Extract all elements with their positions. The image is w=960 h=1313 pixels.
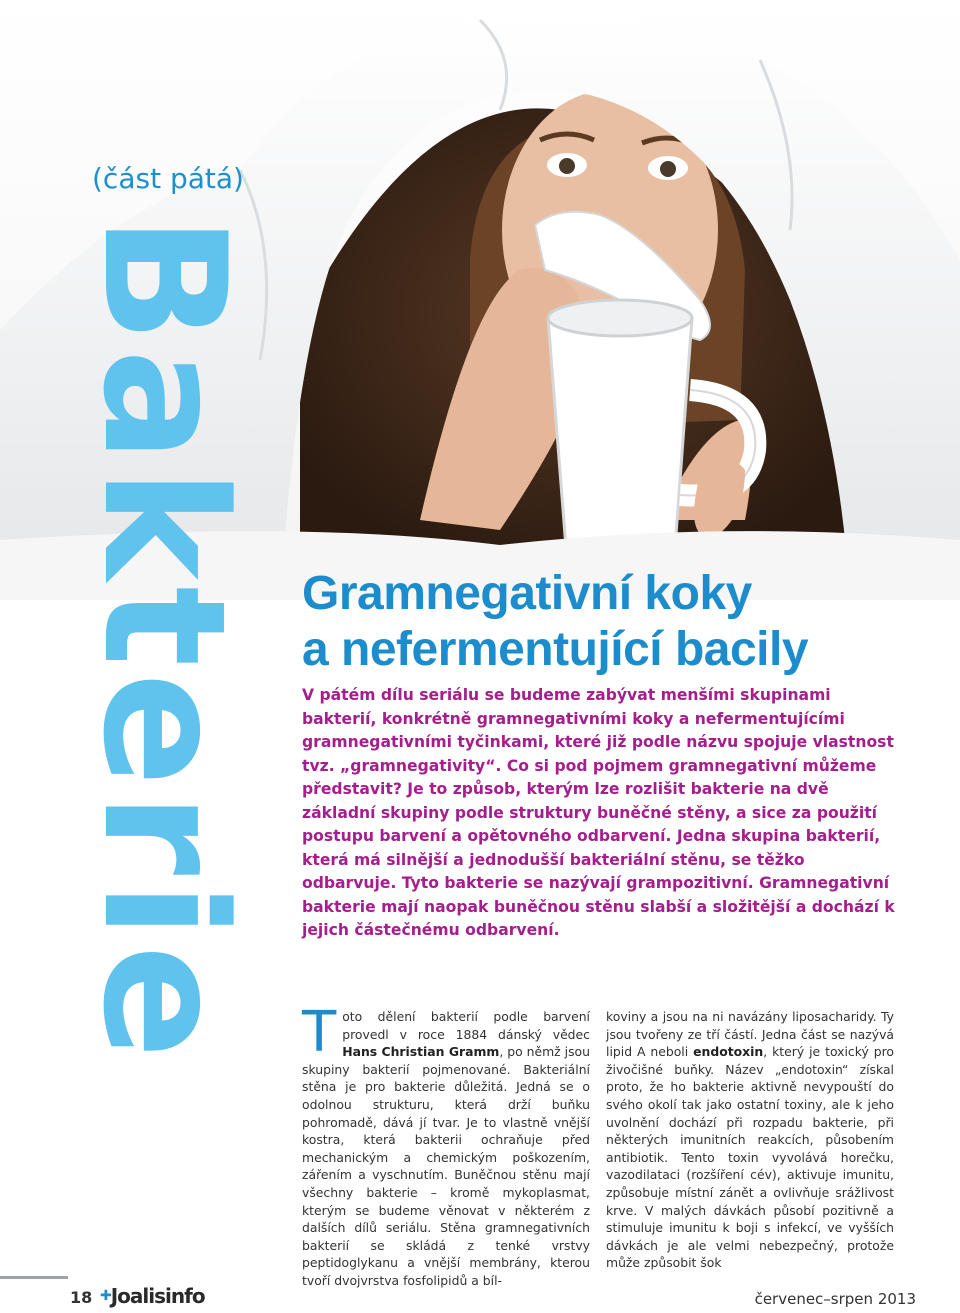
series-part-label: (část pátá) — [92, 162, 244, 195]
logo-sub-text: info — [165, 1284, 205, 1308]
body-column-right — [606, 1008, 894, 1272]
title-line-2: a nefermentující bacily — [302, 623, 809, 676]
vertical-section-word: Bakterie — [66, 215, 262, 1065]
col1-text-a: oto dělení bakterií podle barvení provedl v roce 1884 dánský vědec — [342, 1009, 590, 1042]
magazine-logo — [100, 1284, 205, 1308]
logo-cross-icon: ✚ — [100, 1288, 111, 1304]
issue-date: červenec–srpen 2013 — [754, 1290, 916, 1308]
col2-text-a: koviny a jsou na ni navázány liposacharidy. Ty jsou tvořeny ze tří částí. Jedna část se nazývá lipid A neboli — [606, 1009, 894, 1060]
page-number: 18 — [70, 1288, 93, 1307]
body-column-left — [302, 1000, 590, 1290]
article-title — [302, 566, 942, 678]
lead-paragraph: V pátém dílu seriálu se budeme zabývat menšími skupinami bakterií, konkrétně gramnegativními koky a nefermentujícími gramnegativními tyčinkami, které již podle názvu spojuje vlastnost tvz. „gramnegativity“. Co si pod pojmem gramnegativní můžeme představit? Je to způsob, kterým lze rozlišit bakterie na dvě základní skupiny podle struktury buněčné stěny, a sice za použití postupu barvení a opětovného odbarvení. Jedna skupina bakterií, která má silnější a jednodušší bakteriální stěnu, se těžko odbarvuje. Tyto bakterie se nazývají grampozitivní. Gramnegativní bakterie mají naopak buněčnou stěnu slabší a složitější a dochází k jejich částečnému odbarvení. — [302, 686, 895, 939]
col2-bold-term: endotoxin — [693, 1044, 764, 1060]
title-line-1: Gramnegativní koky — [302, 567, 752, 620]
col1-text-b: , po němž jsou skupiny bakterií pojmenované. Bakteriální stěna je pro bakterie důležitá. Jedná se o odolnou strukturu, která drží buňku pohromadě, dává jí tvar. Je to vlastně vnější kostra, která bakterii ochraňuje před mechanickým a chemickým poškozením, zářením a vyschnutím. Buněčnou stěnu mají všechny bakterie – kromě mykoplasmat, kterým se budeme věnovat v některém z dalších dílů seriálu. Stěna gramnegativních bakterií se skládá z tenké vrstvy peptidoglykanu a vnější membrány, kterou tvoří dvojvrstva fosfolipidů a bíl- — [302, 1044, 590, 1288]
col1-bold-name: Hans Christian Gramm — [342, 1044, 500, 1060]
col2-text-b: , který je toxický pro živočišné buňky. Název „endotoxin“ získal proto, že ho bakterie aktivně nevypouští do svého okolí tak jako ostatní toxiny, ale k jeho uvolnění dochází při rozpadu bakterie, při některých imunitních reakcích, působením antibiotik. Tento toxin vyvolává horečku, vazodilataci (rozšíření cév), aktivuje imunitu, způsobuje místní zánět a ovlivňuje srážlivost krve. V malých dávkách působí pozitivně a stimuluje imunitu k boji s infekcí, ve vyšších dávkách je ale velmi nebezpečný, protože může způsobit šok — [606, 1044, 894, 1271]
logo-main-text: Joalis — [110, 1284, 166, 1308]
footer-rule — [0, 1276, 68, 1279]
drop-cap: T — [302, 1000, 337, 1065]
